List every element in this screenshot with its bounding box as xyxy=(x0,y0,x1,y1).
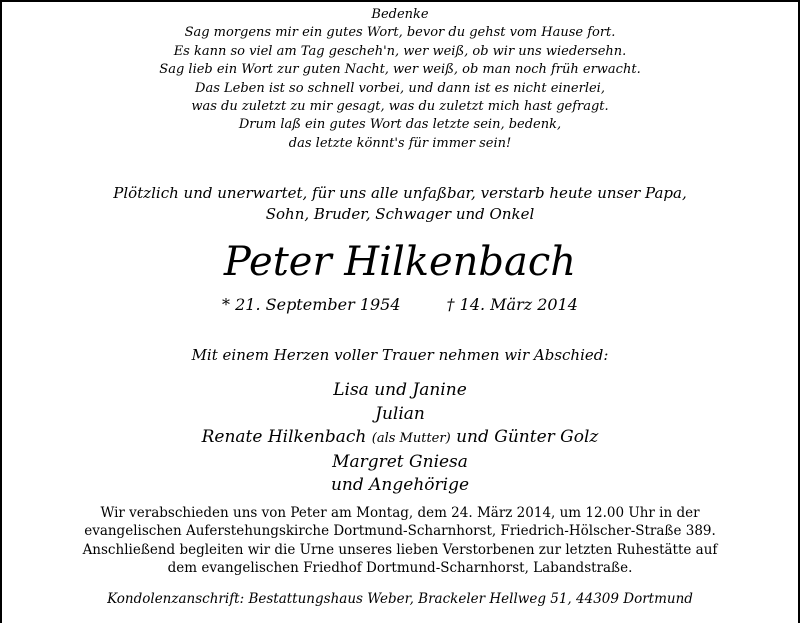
service-line: dem evangelischen Friedhof Dortmund-Scharnhorst, Labandstraße. xyxy=(167,560,633,577)
life-dates xyxy=(2,294,798,316)
death-date: † 14. März 2014 xyxy=(446,295,578,314)
birth-date: * 21. September 1954 xyxy=(222,295,401,314)
poem xyxy=(2,6,798,153)
mourner-name: und Günter Golz xyxy=(456,427,599,448)
poem-line: Sag lieb ein Wort zur guten Nacht, wer weiß, ob man noch früh erwacht. xyxy=(159,62,641,78)
poem-line: Das Leben ist so schnell vorbei, und dann ist es nicht einerlei, xyxy=(195,80,605,96)
deceased-name: Peter Hilkenbach xyxy=(223,239,577,285)
poem-line: Es kann so viel am Tag gescheh'n, wer weiß, ob wir uns wiedersehn. xyxy=(173,43,627,59)
intro-line: Sohn, Bruder, Schwager und Onkel xyxy=(265,205,535,223)
poem-line: was du zuletzt zu mir gesagt, was du zuletzt mich hast gefragt. xyxy=(191,99,609,115)
mourner-note: (als Mutter) xyxy=(371,431,451,447)
poem-line: das letzte könnt's für immer sein! xyxy=(288,135,512,151)
intro-text xyxy=(2,183,798,225)
mourner-line xyxy=(2,426,798,451)
poem-title: Bedenke xyxy=(371,7,429,22)
service-line: Anschließend begleiten wir die Urne unseres lieben Verstorbenen zur letzten Ruhestätte auf xyxy=(82,541,718,558)
mourner-line: Julian xyxy=(375,403,425,424)
mourners xyxy=(2,379,798,498)
condolence-address: Kondolenzanschrift: Bestattungshaus Weber, Brackeler Hellweg 51, 44309 Dortmund xyxy=(107,591,693,607)
farewell-line: Mit einem Herzen voller Trauer nehmen wir Abschied: xyxy=(191,346,609,364)
mourner-line: und Angehörige xyxy=(330,475,470,496)
mourner-line: Lisa und Janine xyxy=(333,380,467,400)
intro-line: Plötzlich und unerwartet, für uns alle unfaßbar, verstarb heute unser Papa, xyxy=(113,184,687,202)
poem-line: Drum laß ein gutes Wort das letzte sein, bedenk, xyxy=(238,117,562,133)
service-line: evangelischen Auferstehungskirche Dortmund-Scharnhorst, Friedrich-Hölscher-Straße 389. xyxy=(84,523,716,540)
service-info xyxy=(2,504,798,578)
poem-line: Sag morgens mir ein gutes Wort, bevor du gehst vom Hause fort. xyxy=(184,25,616,41)
service-line: Wir verabschieden uns von Peter am Montag, dem 24. März 2014, um 12.00 Uhr in der xyxy=(100,505,700,521)
mourner-line: Margret Gniesa xyxy=(332,451,468,472)
mourner-name: Renate Hilkenbach xyxy=(201,427,367,448)
